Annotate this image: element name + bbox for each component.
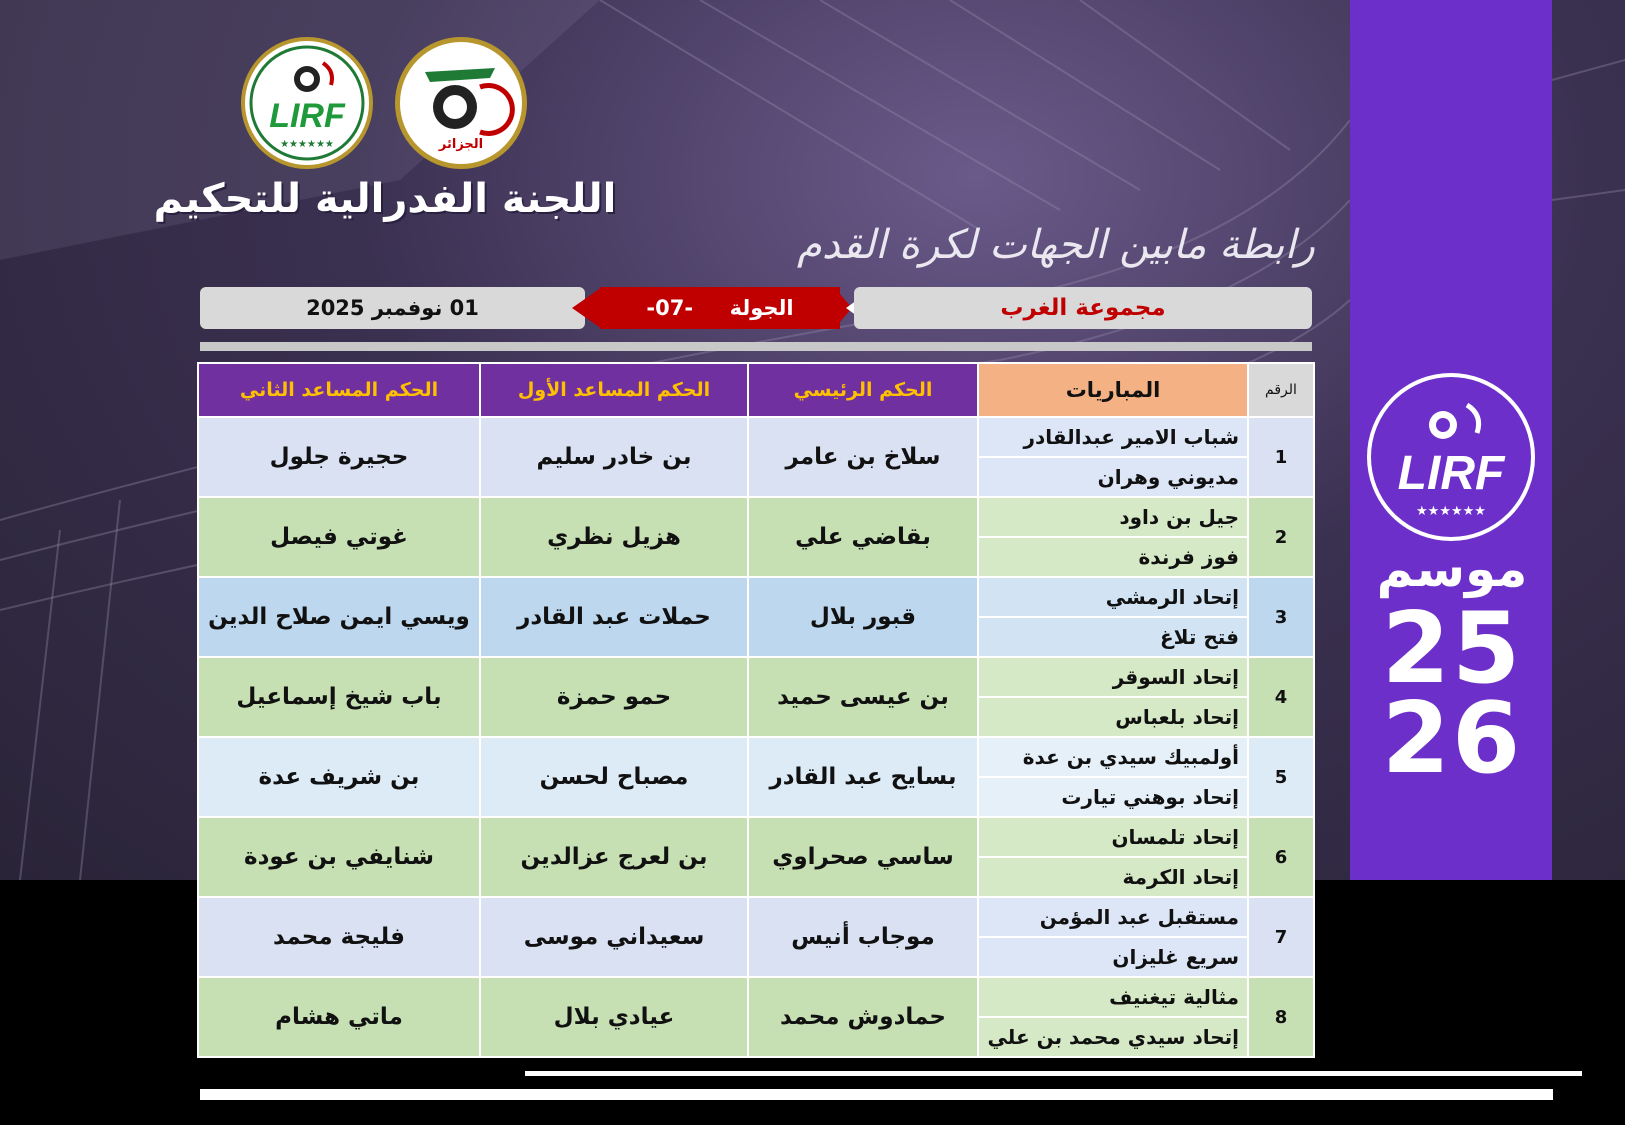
main-referee: بن عيسى حميد	[748, 657, 978, 737]
assistant-referee-1: حمو حمزة	[480, 657, 748, 737]
home-team: أولمبيك سيدي بن عدة	[979, 738, 1247, 776]
assistant-referee-1: هزيل نظري	[480, 497, 748, 577]
match-number: 8	[1248, 977, 1314, 1057]
match-teams	[978, 897, 1248, 977]
table-row	[198, 577, 1314, 657]
away-team: إتحاد بلعباس	[979, 696, 1247, 736]
faf-logo	[395, 37, 527, 169]
assistant-referee-2: شنايفي بن عودة	[198, 817, 480, 897]
main-referee: سلاخ بن عامر	[748, 417, 978, 497]
season-years-bottom: 26	[1381, 682, 1523, 796]
season-years-top: 25	[1381, 592, 1523, 706]
match-teams	[978, 977, 1248, 1057]
assistant-referee-1: حملات عبد القادر	[480, 577, 748, 657]
table-row	[198, 817, 1314, 897]
table-row	[198, 657, 1314, 737]
league-title: رابطة مابين الجهات لكرة القدم	[797, 222, 1315, 268]
lirf-season-logo	[1367, 373, 1535, 541]
main-referee: حمادوش محمد	[748, 977, 978, 1057]
round-label: الجولة	[729, 296, 794, 320]
decorative-line	[200, 1089, 1553, 1100]
table-row	[198, 737, 1314, 817]
assistant-referee-2: حجيرة جلول	[198, 417, 480, 497]
home-team: مستقبل عبد المؤمن	[979, 898, 1247, 936]
away-team: إتحاد الكرمة	[979, 856, 1247, 896]
svg-text:LIRF: LIRF	[1397, 447, 1505, 500]
assistant-referee-2: باب شيخ إسماعيل	[198, 657, 480, 737]
main-referee: بسايح عبد القادر	[748, 737, 978, 817]
main-referee: ساسي صحراوي	[748, 817, 978, 897]
table-header-row	[198, 363, 1314, 417]
header-assistant-1: الحكم المساعد الأول	[480, 363, 748, 417]
match-number: 5	[1248, 737, 1314, 817]
match-number: 2	[1248, 497, 1314, 577]
home-team: مثالية تيغنيف	[979, 978, 1247, 1016]
away-team: فتح تلاغ	[979, 616, 1247, 656]
away-team: إتحاد بوهني تيارت	[979, 776, 1247, 816]
main-referee: بقاضي علي	[748, 497, 978, 577]
header-main-referee: الحكم الرئيسي	[748, 363, 978, 417]
home-team: شباب الامير عبدالقادر	[979, 418, 1247, 456]
away-team: إتحاد سيدي محمد بن علي	[979, 1016, 1247, 1056]
group-box	[854, 287, 1312, 329]
assistant-referee-1: سعيداني موسى	[480, 897, 748, 977]
assistant-referee-2: فليجة محمد	[198, 897, 480, 977]
svg-text:LIRF: LIRF	[269, 97, 345, 135]
assistant-referee-1: عيادي بلال	[480, 977, 748, 1057]
match-teams	[978, 497, 1248, 577]
round-number: -07-	[646, 296, 694, 320]
round-box	[600, 287, 840, 329]
group-name: مجموعة الغرب	[1000, 295, 1166, 321]
match-teams	[978, 417, 1248, 497]
referees-table	[197, 362, 1315, 1058]
away-team: فوز فرندة	[979, 536, 1247, 576]
assistant-referee-2: غوتي فيصل	[198, 497, 480, 577]
divider	[200, 342, 1312, 351]
decorative-line	[525, 1071, 1582, 1076]
table-row	[198, 977, 1314, 1057]
match-teams	[978, 577, 1248, 657]
match-number: 4	[1248, 657, 1314, 737]
header-number: الرقم	[1248, 363, 1314, 417]
home-team: إتحاد السوقر	[979, 658, 1247, 696]
match-number: 6	[1248, 817, 1314, 897]
season-label: موسم	[1376, 540, 1528, 598]
assistant-referee-1: بن خادر سليم	[480, 417, 748, 497]
away-team: مديوني وهران	[979, 456, 1247, 496]
header-matches: المباريات	[978, 363, 1248, 417]
table-row	[198, 897, 1314, 977]
main-referee: موجاب أنيس	[748, 897, 978, 977]
arrow-left-icon	[572, 287, 602, 329]
svg-text:الجزائر: الجزائر	[438, 137, 484, 152]
match-teams	[978, 737, 1248, 817]
home-team: جيل بن داود	[979, 498, 1247, 536]
table-row	[198, 417, 1314, 497]
match-teams	[978, 817, 1248, 897]
match-number: 3	[1248, 577, 1314, 657]
match-teams	[978, 657, 1248, 737]
assistant-referee-1: بن لعرج عزالدين	[480, 817, 748, 897]
header-assistant-2: الحكم المساعد الثاني	[198, 363, 480, 417]
assistant-referee-1: مصباح لحسن	[480, 737, 748, 817]
lirf-logo	[241, 37, 373, 169]
match-number: 7	[1248, 897, 1314, 977]
svg-text:★★★★★★: ★★★★★★	[280, 139, 334, 150]
organization-title: اللجنة الفدرالية للتحكيم	[153, 176, 617, 222]
assistant-referee-2: ماتي هشام	[198, 977, 480, 1057]
assistant-referee-2: بن شريف عدة	[198, 737, 480, 817]
match-date: 01 نوفمبر 2025	[306, 296, 479, 320]
assistant-referee-2: ويسي ايمن صلاح الدين	[198, 577, 480, 657]
svg-text:★★★★★★: ★★★★★★	[1416, 504, 1486, 519]
table-row	[198, 497, 1314, 577]
home-team: إتحاد الرمشي	[979, 578, 1247, 616]
match-number: 1	[1248, 417, 1314, 497]
main-referee: قبور بلال	[748, 577, 978, 657]
home-team: إتحاد تلمسان	[979, 818, 1247, 856]
away-team: سريع غليزان	[979, 936, 1247, 976]
date-box	[200, 287, 585, 329]
